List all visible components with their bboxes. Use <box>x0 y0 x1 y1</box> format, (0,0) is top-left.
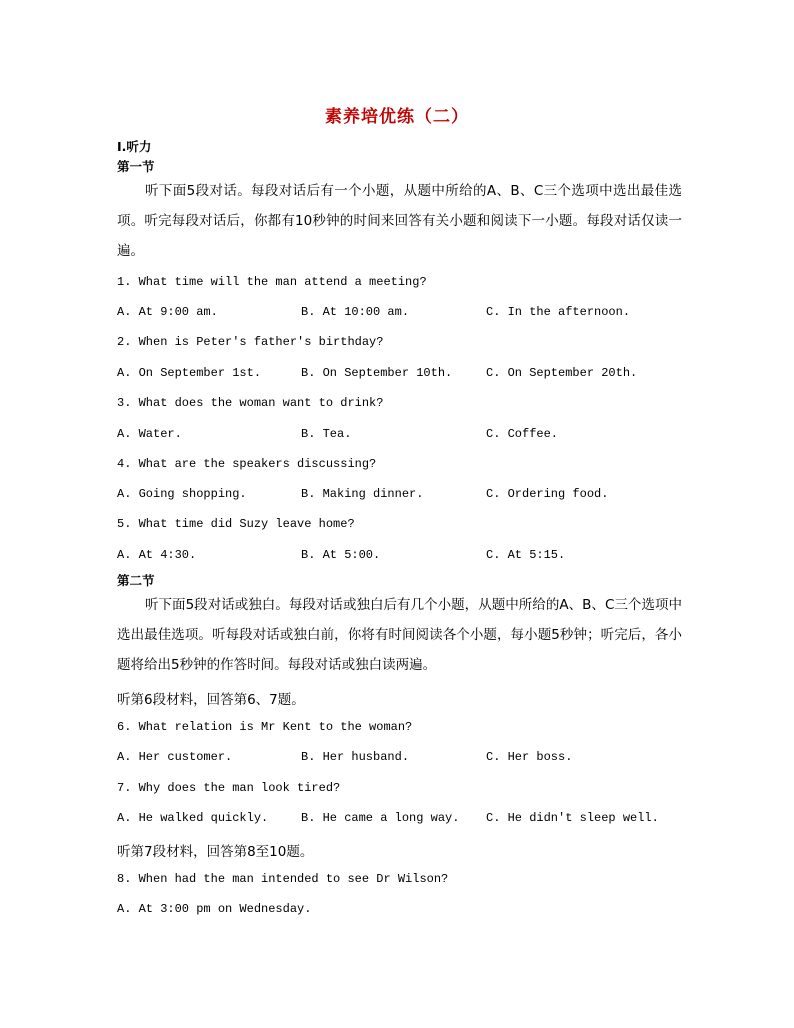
option-a: A. At 9:00 am. <box>117 305 218 319</box>
option-a: A. Water. <box>117 427 182 441</box>
option-b: B. On September 10th. <box>301 366 453 380</box>
question-2: 2. When is Peter's father's birthday? <box>117 335 384 349</box>
material-6-instruction: 听第6段材料，回答第6、7题。 <box>117 692 305 708</box>
option-a: A. At 4:30. <box>117 548 197 562</box>
option-a: A. On September 1st. <box>117 366 262 380</box>
section-1-instructions: 听下面5段对话。每段对话后有一个小题，从题中所给的A、B、C三个选项中选出最佳选项。听完每段对话后，你都有10秒钟的时间来回答有关小题和阅读下一小题。每段对话仅读一遍。 <box>117 183 682 259</box>
question-6: 6. What relation is Mr Kent to the woman? <box>117 720 413 734</box>
material-7-instruction: 听第7段材料，回答第8至10题。 <box>117 844 314 860</box>
option-c: C. He didn't sleep well. <box>486 811 659 825</box>
option-b: B. He came a long way. <box>301 811 460 825</box>
question-5: 5. What time did Suzy leave home? <box>117 517 355 531</box>
page-title: 素养培优练（二） <box>325 107 469 127</box>
option-c: C. Her boss. <box>486 750 573 764</box>
section-heading-2: 第二节 <box>117 573 155 588</box>
option-b: B. Making dinner. <box>301 487 424 501</box>
section-heading-1: 第一节 <box>117 159 155 174</box>
option-b: B. At 10:00 am. <box>301 305 410 319</box>
section-2-instructions: 听下面5段对话或独白。每段对话或独白后有几个小题，从题中所给的A、B、C三个选项中选出最佳选项。听每段对话或独白前，你将有时间阅读各个小题，每小题5秒钟；听完后，各小题将给出5秒钟的作答时间。每段对话或独白读两遍。 <box>117 597 682 673</box>
option-a: A. Going shopping. <box>117 487 247 501</box>
option-a: A. He walked quickly. <box>117 811 269 825</box>
question-7: 7. Why does the man look tired? <box>117 781 341 795</box>
option-c: C. At 5:15. <box>486 548 566 562</box>
option-c: C. In the afternoon. <box>486 305 631 319</box>
part-heading: Ⅰ.听力 <box>117 139 152 154</box>
question-4: 4. What are the speakers discussing? <box>117 457 377 471</box>
option-b: B. At 5:00. <box>301 548 381 562</box>
option-a: A. At 3:00 pm on Wednesday. <box>117 902 312 916</box>
option-a: A. Her customer. <box>117 750 233 764</box>
question-8: 8. When had the man intended to see Dr Wilson? <box>117 872 449 886</box>
option-b: B. Her husband. <box>301 750 410 764</box>
question-3: 3. What does the woman want to drink? <box>117 396 384 410</box>
question-1: 1. What time will the man attend a meeting? <box>117 275 427 289</box>
option-c: C. On September 20th. <box>486 366 638 380</box>
option-c: C. Coffee. <box>486 427 559 441</box>
option-b: B. Tea. <box>301 427 352 441</box>
option-c: C. Ordering food. <box>486 487 609 501</box>
